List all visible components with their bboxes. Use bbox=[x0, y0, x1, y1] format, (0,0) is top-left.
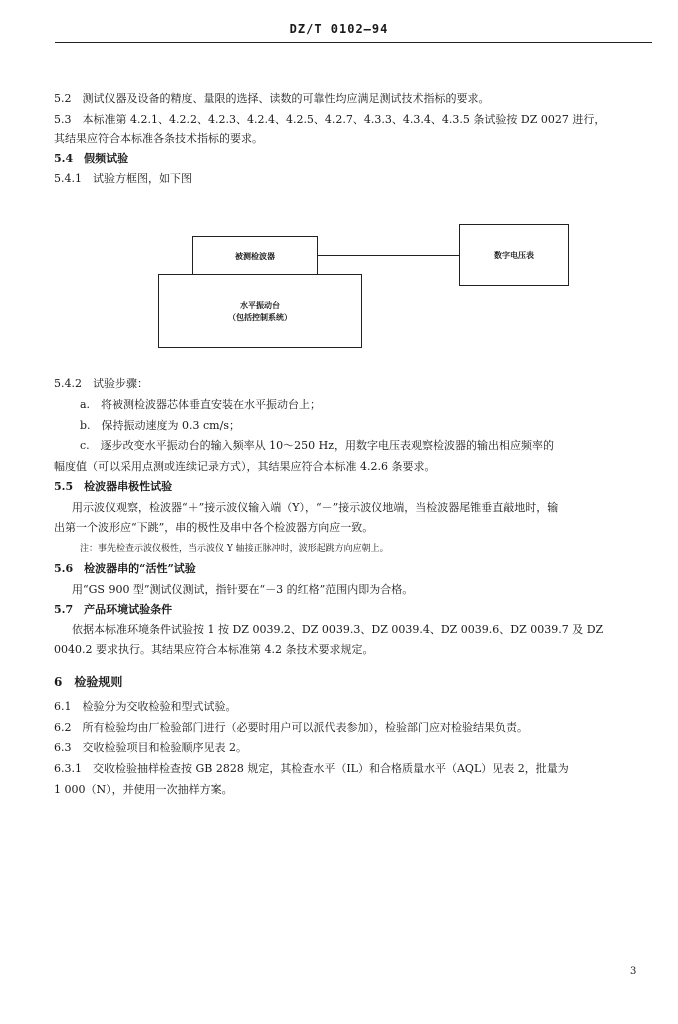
step-b: b. 保持振动速度为 0.3 cm/s； bbox=[80, 419, 240, 432]
clause-5-3: 5.3 本标准第 4.2.1、4.2.2、4.2.3、4.2.4、4.2.5、4.2.7、4.3.3、4.3.4、4.3.5 条试验按 DZ 0027 进行， bbox=[54, 113, 606, 126]
clause-6-2: 6.2 所有检验均由厂检验部门进行（必要时用户可以派代表参加），检验部门应对检验结果负责。 bbox=[54, 721, 528, 734]
step-c-cont: 幅度值（可以采用点测或连续记录方式），其结果应符合本标准 4.2.6 条要求。 bbox=[54, 460, 436, 473]
step-c: c. 逐步改变水平振动台的输入频率从 10～250 Hz，用数字电压表观察检波器的输出相应频率的 bbox=[80, 439, 555, 452]
clause-5-7-title: 5.7 产品环境试验条件 bbox=[54, 603, 173, 616]
vibration-table-label: 水平振动台 bbox=[240, 300, 280, 310]
clause-6-3: 6.3 交收检验项目和检验顺序见表 2。 bbox=[54, 741, 247, 754]
header-rule bbox=[55, 42, 652, 43]
step-a: a. 将被测检波器芯体垂直安装在水平振动台上； bbox=[80, 398, 322, 411]
clause-5-4-2: 5.4.2 试验步骤： bbox=[54, 377, 148, 390]
clause-5-3-cont: 其结果应符合本标准各条技术指标的要求。 bbox=[54, 132, 263, 145]
clause-5-7-cont: 0040.2 要求执行。其结果应符合本标准第 4.2 条技术要求规定。 bbox=[54, 643, 374, 656]
clause-5-5-text: 用示波仪观察，检波器“＋”接示波仪输入端（Y），“－”接示波仪地端，当检波器尾锥垂直敲地时，输 bbox=[72, 501, 559, 514]
header-standard-code: DZ/T 0102—94 bbox=[289, 22, 389, 36]
clause-5-7-text: 依据本标准环境条件试验按 1 按 DZ 0039.2、DZ 0039.3、DZ 0039.4、DZ 0039.6、DZ 0039.7 及 DZ bbox=[72, 623, 604, 636]
clause-5-5-note: 注：事先检查示波仪极性，当示波仪 Y 轴接正脉冲时，波形起跳方向应朝上。 bbox=[80, 544, 389, 554]
geophone-box bbox=[192, 236, 318, 276]
voltmeter-box bbox=[459, 224, 569, 286]
clause-5-5-title: 5.5 检波器串极性试验 bbox=[54, 480, 173, 493]
clause-6-1: 6.1 检验分为交收检验和型式试验。 bbox=[54, 700, 237, 713]
clause-5-4-1: 5.4.1 试验方框图，如下图 bbox=[54, 172, 192, 185]
clause-6-3-1: 6.3.1 交收检验抽样检查按 GB 2828 规定，其检查水平（IL）和合格质量水平（AQL）见表 2，批量为 bbox=[54, 762, 569, 775]
geophone-label: 被测检波器 bbox=[235, 251, 275, 261]
vibration-table-box bbox=[158, 274, 362, 348]
clause-5-6-text: 用“GS 900 型”测试仪测试，指针要在“－3 的红格”范围内即为合格。 bbox=[72, 583, 414, 596]
clause-5-2: 5.2 测试仪器及设备的精度、量限的选择、读数的可靠性均应满足测试技术指标的要求。 bbox=[54, 92, 490, 105]
clause-6-3-1-cont: 1 000（N），并使用一次抽样方案。 bbox=[54, 783, 233, 796]
vibration-table-sublabel: （包括控制系统） bbox=[228, 312, 292, 322]
section-6-title: 6 检验规则 bbox=[54, 675, 123, 689]
page-number: 3 bbox=[630, 966, 637, 977]
voltmeter-label: 数字电压表 bbox=[494, 250, 534, 260]
clause-5-5-cont: 出第一个波形应“下跳”，串的极性及串中各个检波器方向应一致。 bbox=[54, 521, 374, 534]
connection-line bbox=[317, 255, 459, 256]
clause-5-4-title: 5.4 假频试验 bbox=[54, 152, 129, 165]
clause-5-6-title: 5.6 检波器串的“活性”试验 bbox=[54, 562, 196, 575]
